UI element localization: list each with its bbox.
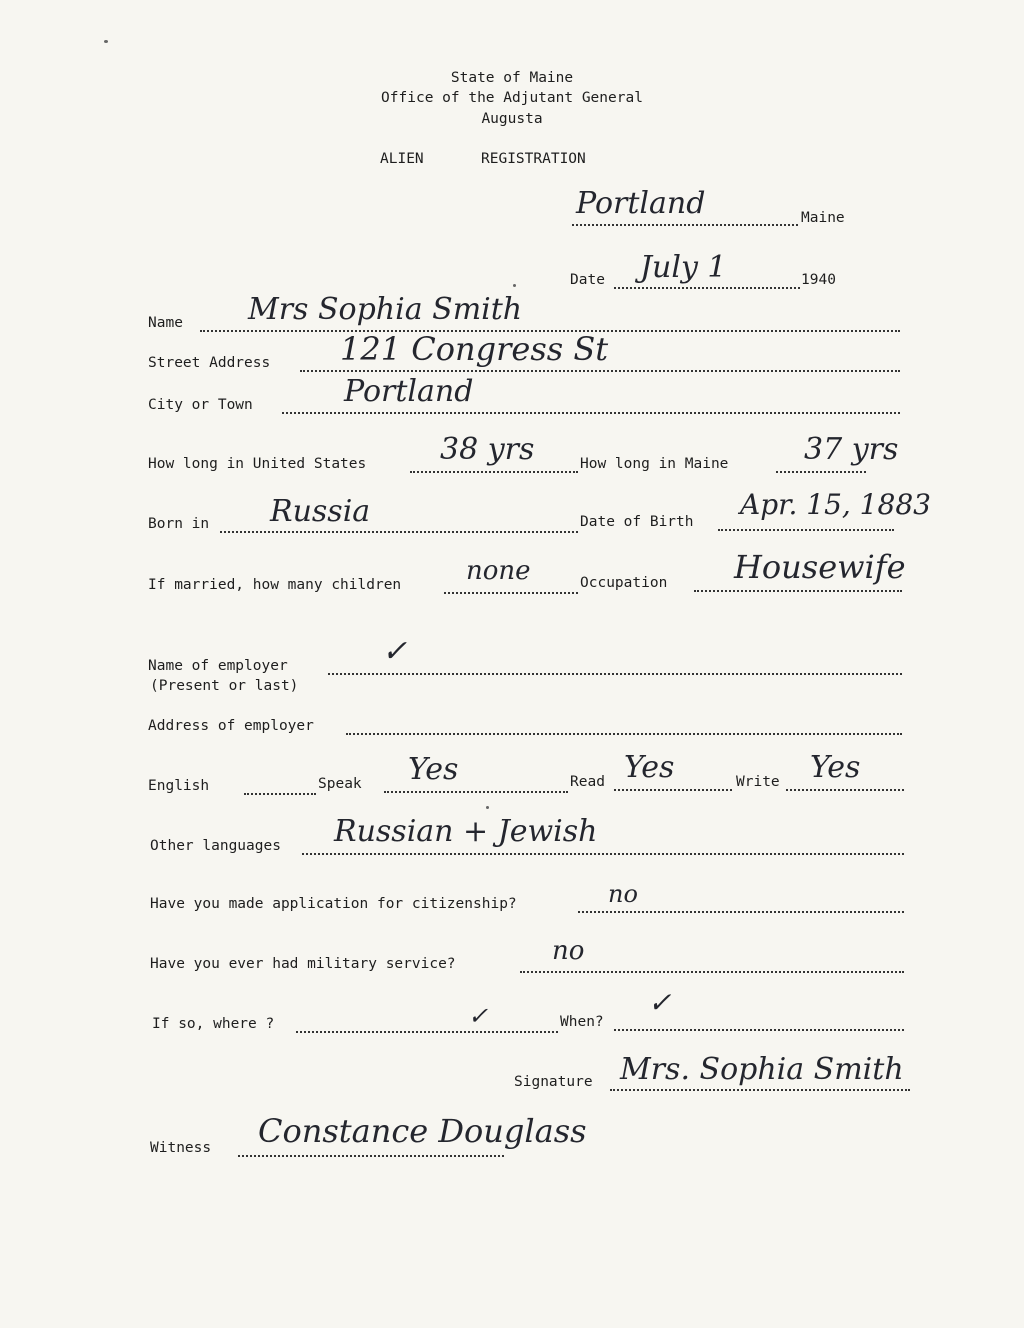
header-state: State of Maine [450, 70, 574, 86]
employer-label: Name of employer [148, 658, 288, 674]
other-languages-label: Other languages [150, 838, 281, 854]
signature-dots [610, 1089, 910, 1091]
children-label: If married, how many children [148, 577, 402, 593]
where-label: If so, where ? [152, 1016, 275, 1032]
place-dots [572, 224, 798, 226]
city-label: City or Town [148, 397, 253, 413]
military-value: no [552, 936, 585, 966]
english-label: English [148, 778, 210, 794]
children-value: none [466, 556, 531, 586]
city-value: Portland [344, 374, 474, 409]
read-value: Yes [624, 750, 675, 785]
children-dots [444, 592, 578, 594]
speak-value: Yes [408, 752, 459, 787]
english-dots [244, 793, 316, 795]
witness-dots [238, 1155, 504, 1157]
when-value: ✓ [648, 986, 672, 1019]
paper-speck [104, 40, 108, 43]
occupation-label: Occupation [580, 575, 668, 591]
employer-sublabel: (Present or last) [150, 678, 299, 694]
dob-label: Date of Birth [580, 514, 694, 530]
other-languages-dots [302, 853, 904, 855]
employer-address-label: Address of employer [148, 718, 314, 734]
signature-value: Mrs. Sophia Smith [620, 1052, 904, 1087]
city-dots [282, 412, 900, 414]
write-value: Yes [810, 750, 861, 785]
street-label: Street Address [148, 355, 271, 371]
write-label: Write [736, 774, 780, 790]
when-label: When? [560, 1014, 604, 1030]
date-value: July 1 [640, 250, 727, 285]
read-label: Read [570, 774, 605, 790]
paper-speck [513, 284, 516, 287]
maine-dots [776, 471, 866, 473]
military-dots [520, 971, 904, 973]
occupation-value: Housewife [734, 548, 906, 586]
title-registration: REGISTRATION [481, 151, 586, 167]
military-label: Have you ever had military service? [150, 956, 456, 972]
citizenship-label: Have you made application for citizenship? [150, 896, 517, 912]
place-state-label: Maine [801, 210, 845, 226]
write-dots [786, 789, 904, 791]
maine-value: 37 yrs [804, 432, 899, 467]
name-value: Mrs Sophia Smith [248, 292, 523, 327]
signature-label: Signature [514, 1074, 593, 1090]
employer-value: ✓ [382, 634, 408, 669]
other-languages-value: Russian + Jewish [334, 814, 598, 849]
when-dots [614, 1029, 904, 1031]
employer-dots [328, 673, 902, 675]
speak-dots [384, 791, 568, 793]
us-value: 38 yrs [440, 432, 535, 467]
citizenship-value: no [608, 880, 638, 908]
date-dots [614, 287, 800, 289]
title-alien: ALIEN [380, 151, 424, 167]
dob-value: Apr. 15, 1883 [740, 488, 931, 521]
street-value: 121 Congress St [340, 330, 609, 368]
header-office: Office of the Adjutant General [381, 90, 643, 106]
date-label: Date [570, 272, 605, 288]
speak-label: Speak [318, 776, 362, 792]
where-value: ✓ [468, 1002, 489, 1030]
witness-value: Constance Douglass [258, 1112, 587, 1150]
where-dots [296, 1031, 558, 1033]
citizenship-dots [578, 911, 904, 913]
read-dots [614, 789, 732, 791]
dob-dots [718, 529, 894, 531]
paper-speck [486, 806, 489, 809]
date-year: 1940 [801, 272, 836, 288]
occupation-dots [694, 590, 902, 592]
born-value: Russia [270, 494, 371, 529]
maine-label: How long in Maine [580, 456, 729, 472]
witness-label: Witness [150, 1140, 212, 1156]
place-city-value: Portland [576, 186, 706, 221]
us-dots [410, 471, 578, 473]
street-dots [300, 370, 900, 372]
name-label: Name [148, 315, 183, 331]
us-label: How long in United States [148, 456, 367, 472]
born-dots [220, 531, 578, 533]
header-city: Augusta [481, 111, 543, 127]
born-label: Born in [148, 516, 210, 532]
employer-address-dots [346, 733, 902, 735]
